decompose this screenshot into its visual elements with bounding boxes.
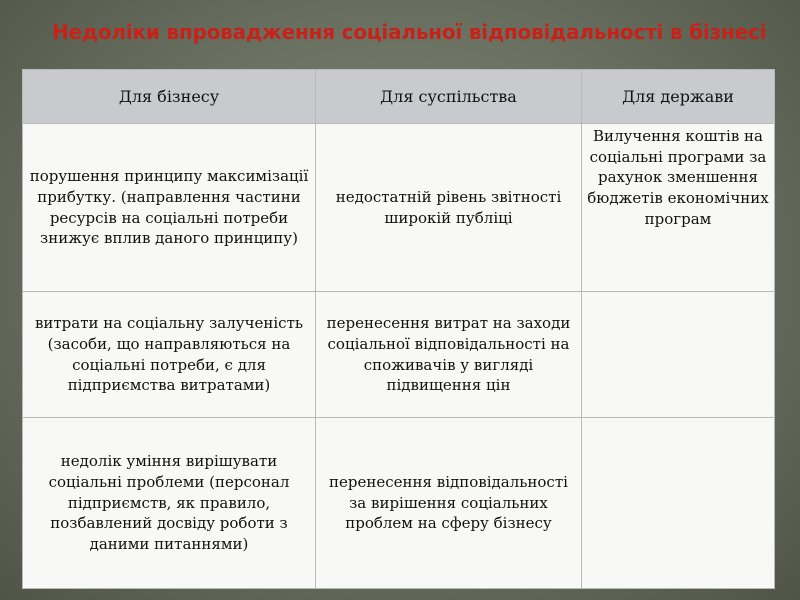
cell-text: перенесення відповідальності за вирішення соціальних проблем на сферу бізнесу	[329, 472, 568, 533]
cell-business	[23, 292, 316, 418]
cell-text: витрати на соціальну залученість (засоби, що направляються на соціальні потреби, є для підприємства витратами)	[34, 314, 304, 395]
cell-text: недостатній рівень звітності широкій публіці	[335, 187, 562, 227]
table-header-row	[23, 70, 775, 124]
table-row	[23, 418, 775, 589]
table-row	[23, 292, 775, 418]
column-header-society: Для суспільства	[316, 70, 582, 124]
cell-society	[316, 292, 582, 418]
comparison-table	[22, 69, 775, 589]
cell-text: недолік уміння вирішувати соціальні проблеми (персонал підприємств, як правило, позбавлений досвіду роботи з даними питаннями)	[48, 452, 290, 554]
cell-society	[316, 418, 582, 589]
cell-state	[582, 418, 775, 589]
cell-text: перенесення витрат на заходи соціальної відповідальності на споживачів у вигляді підвищення цін	[326, 314, 571, 395]
table-row	[23, 124, 775, 292]
comparison-table-container	[22, 69, 774, 578]
column-header-business: Для бізнесу	[23, 70, 316, 124]
cell-state	[582, 124, 775, 292]
slide-title: Недоліки впровадження соціальної відповідальності в бізнесі	[52, 20, 767, 44]
cell-text: порушення принципу максимізації прибутку. (направлення частини ресурсів на соціальні потреби знижує вплив даного принципу)	[29, 167, 309, 248]
cell-state	[582, 292, 775, 418]
cell-text: Вилучення коштів на соціальні програми за рахунок зменшення бюджетів економічних програм	[587, 127, 769, 228]
column-header-state: Для держави	[582, 70, 775, 124]
cell-business	[23, 418, 316, 589]
cell-business	[23, 124, 316, 292]
cell-society	[316, 124, 582, 292]
